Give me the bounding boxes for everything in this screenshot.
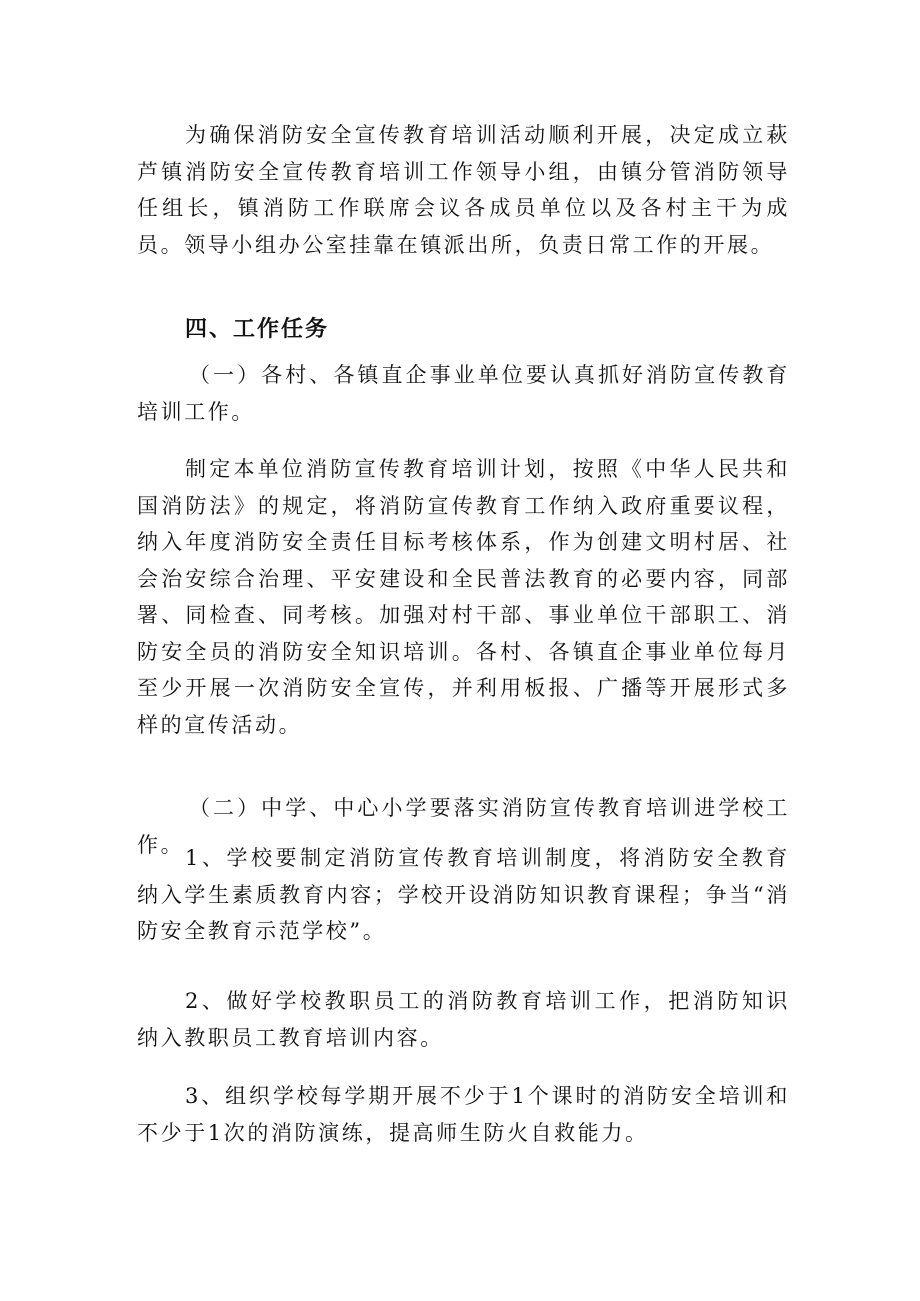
item-2-paragraph: 2、做好学校教职员工的消防教育培训工作，把消防知识纳入教职员工教育培训内容。: [137, 989, 790, 1050]
intro-paragraph: 为确保消防安全宣传教育培训活动顺利开展，决定成立萩芦镇消防安全宣传教育培训工作领导小组，由镇分管消防领导任组长，镇消防工作联席会议各成员单位以及各村主干为成员。领导小组办公室挂靠在镇派出所，负责日常工作的开展。: [137, 123, 790, 257]
section-heading-work-tasks: 四、工作任务: [185, 317, 330, 342]
subsection-1-body: 制定本单位消防宣传教育培训计划，按照《中华人民共和国消防法》的规定，将消防宣传教育工作纳入政府重要议程，纳入年度消防安全责任目标考核体系，作为创建文明村居、社会治安综合治理、平安建设和全民普法教育的必要内容，同部署、同检查、同考核。加强对村干部、事业单位干部职工、消防安全员的消防安全知识培训。各村、各镇直企事业单位每月至少开展一次消防安全宣传，并利用板报、广播等开展形式多样的宣传活动。: [137, 457, 790, 737]
item-3-paragraph: 3、组织学校每学期开展不少于1个课时的消防安全培训和不少于1次的消防演练，提高师生防火自救能力。: [137, 1084, 790, 1145]
subsection-1-title: （一）各村、各镇直企事业单位要认真抓好消防宣传教育培训工作。: [137, 363, 790, 424]
subsection-2-title: （二）中学、中心小学要落实消防宣传教育培训进学校工作。: [137, 796, 790, 857]
item-1-paragraph: 1、学校要制定消防宣传教育培训制度，将消防安全教育纳入学生素质教育内容；学校开设消防知识教育课程；争当“消防安全教育示范学校”。: [137, 846, 790, 943]
